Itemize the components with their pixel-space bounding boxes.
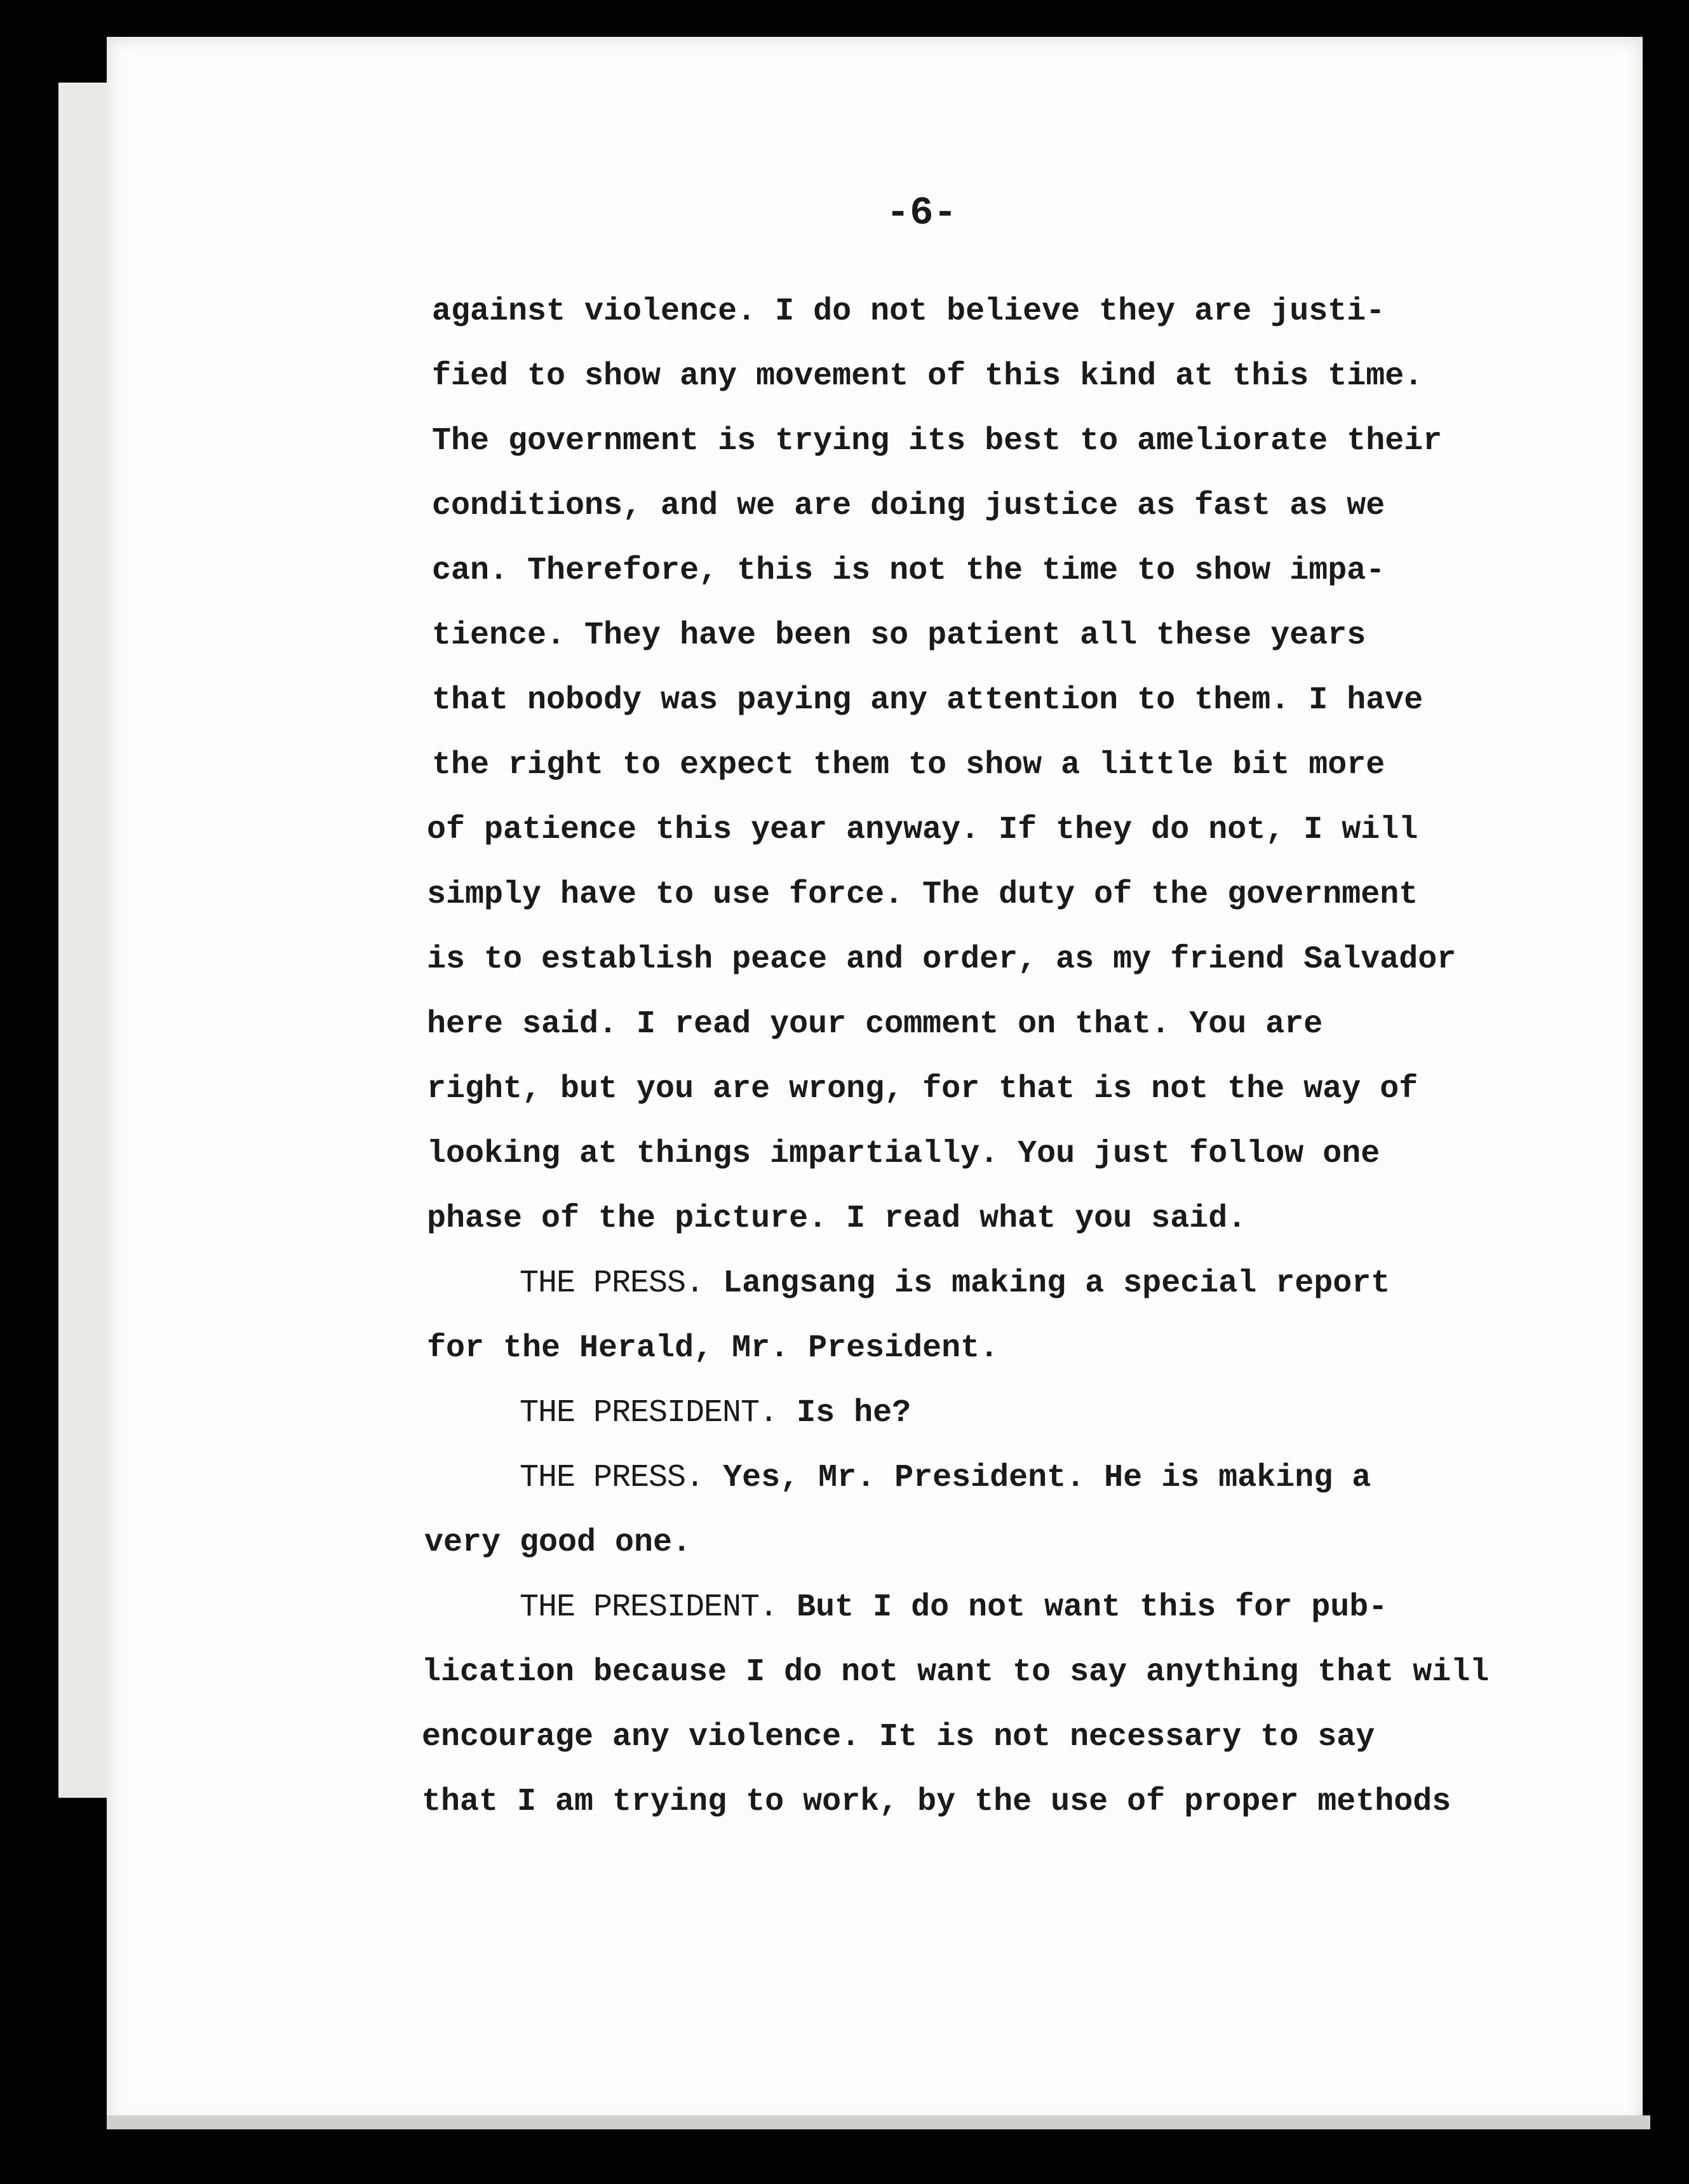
text-line: lication because I do not want to say anything that will: [422, 1654, 1490, 1690]
text-line: here said. I read your comment on that. You are: [427, 1006, 1323, 1042]
speaker-label: THE PRESS.: [520, 1460, 704, 1496]
dialogue-text: Yes, Mr. President. He is making a: [723, 1460, 1371, 1496]
paper-edge-bottom: [107, 2115, 1650, 2129]
dialogue-text: Is he?: [797, 1395, 912, 1431]
text-line: looking at things impartially. You just follow one: [427, 1136, 1380, 1172]
text-line: for the Herald, Mr. President.: [427, 1330, 999, 1366]
dialogue-line: [520, 1589, 1387, 1626]
dialogue-text: But I do not want this for pub-: [797, 1589, 1388, 1626]
dialogue-line: [520, 1395, 911, 1431]
text-line: can. Therefore, this is not the time to show impa-: [432, 553, 1385, 589]
dialogue-line: [520, 1265, 1390, 1302]
text-line: is to establish peace and order, as my friend Salvador: [427, 941, 1457, 978]
speaker-label: THE PRESIDENT.: [520, 1589, 778, 1626]
text-line: simply have to use force. The duty of the government: [427, 877, 1418, 913]
dialogue-line: [520, 1460, 1371, 1496]
text-line: fied to show any movement of this kind at this time.: [432, 358, 1423, 394]
speaker-label: THE PRESS.: [520, 1265, 704, 1302]
dialogue-text: Langsang is making a special report: [723, 1265, 1390, 1302]
text-line: that nobody was paying any attention to them. I have: [432, 682, 1423, 718]
text-line: of patience this year anyway. If they do not, I will: [427, 812, 1418, 848]
text-line: conditions, and we are doing justice as fast as we: [432, 488, 1385, 524]
text-line: very good one.: [424, 1525, 692, 1561]
text-line: phase of the picture. I read what you said.: [427, 1201, 1247, 1237]
text-line: that I am trying to work, by the use of proper methods: [422, 1784, 1451, 1820]
text-line: The government is trying its best to ameliorate their: [432, 423, 1443, 459]
paper-edge-left: [58, 83, 107, 1798]
text-line: the right to expect them to show a little bit more: [432, 747, 1385, 783]
text-line: encourage any violence. It is not necessary to say: [422, 1719, 1375, 1755]
text-line: right, but you are wrong, for that is not the way of: [427, 1071, 1418, 1107]
text-line: against violence. I do not believe they are justi-: [432, 293, 1385, 330]
speaker-label: THE PRESIDENT.: [520, 1395, 778, 1431]
page-number: -6-: [886, 191, 957, 236]
text-line: tience. They have been so patient all these years: [432, 617, 1366, 654]
